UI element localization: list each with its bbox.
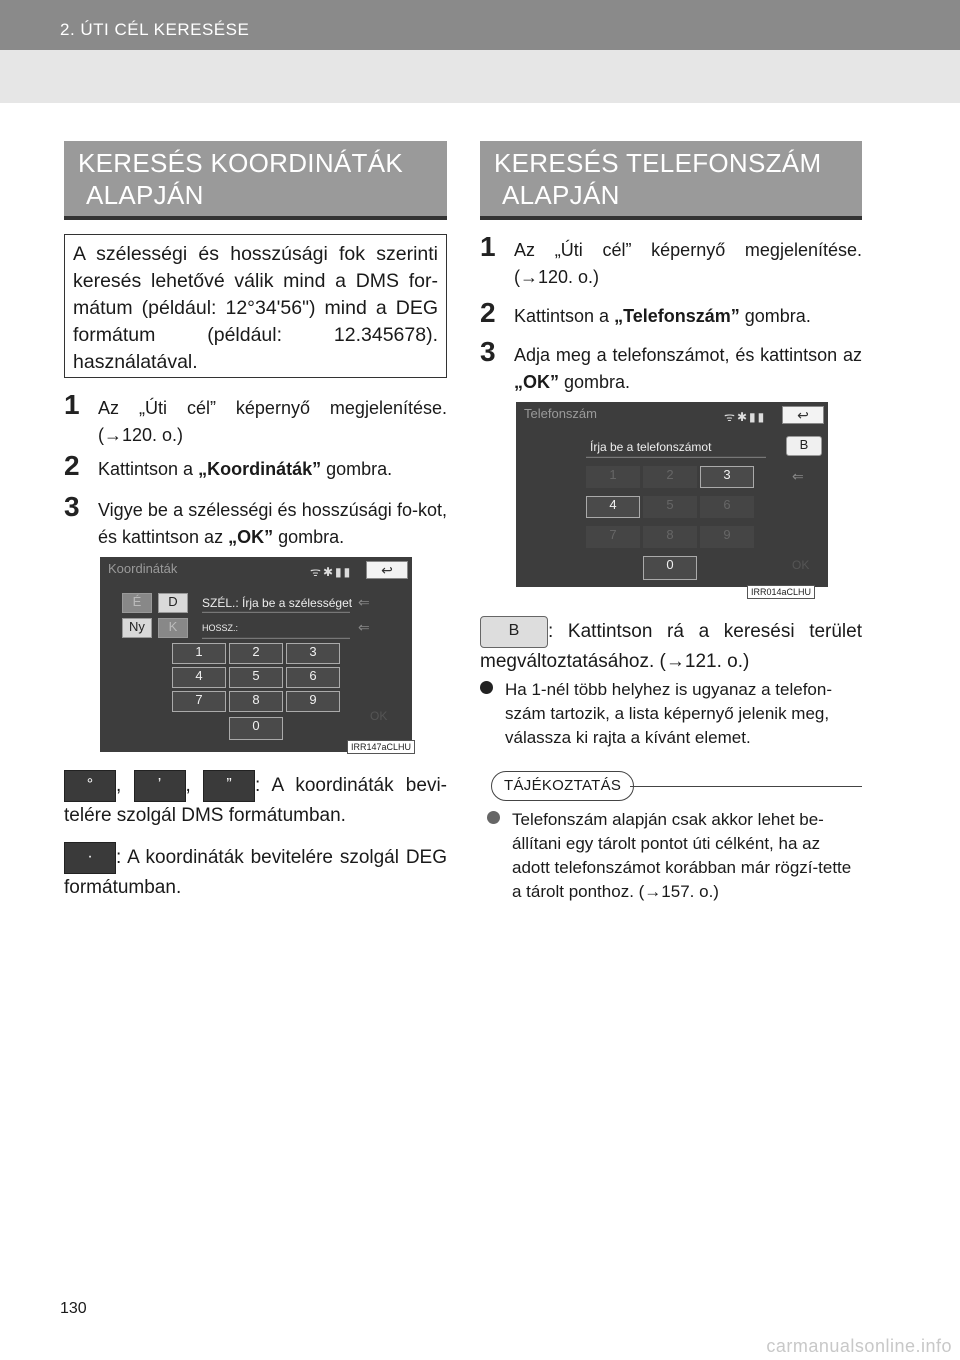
key-6[interactable]: 6 [286, 667, 340, 688]
phone-prompt: Írja be a telefonszámot [590, 440, 712, 454]
ok-button[interactable]: OK [370, 709, 388, 723]
list-note [480, 678, 862, 750]
step-text: Kattintson a [514, 306, 615, 326]
info-divider [630, 786, 862, 787]
step-text-end: gombra. [739, 306, 811, 326]
second-key-icon: ” [203, 770, 255, 802]
key-0[interactable]: 0 [229, 717, 283, 740]
step-text: Kattintson a [98, 459, 199, 479]
step-text: Az „Úti cél” képernyő megjelenítése. (→120. o.) [98, 398, 447, 445]
latitude-label: SZÉL.: Írja be a szélességet [202, 596, 353, 610]
intro-box: A szélességi és hosszúsági fok szerinti keresés lehetővé válik mind a DMS for-mátum (például: 12°34'56") mind a DEG formátum (például: 12.345678). használatával. [64, 234, 447, 378]
key-8[interactable]: 8 [643, 526, 697, 548]
left-step-3 [64, 491, 447, 551]
section-heading-phone [480, 141, 862, 220]
dir-button-east[interactable]: K [158, 618, 188, 638]
backspace-icon[interactable]: ⇐ [358, 619, 370, 635]
image-code: IRR147aCLHU [347, 740, 415, 754]
right-step-2 [480, 297, 862, 330]
info-note [487, 808, 862, 904]
info-label: TÁJÉKOZTATÁS [491, 771, 634, 801]
heading-line-1: KERESÉS KOORDINÁTÁK [78, 148, 403, 178]
longitude-label: HOSSZ.: [202, 623, 239, 633]
key-2[interactable]: 2 [643, 466, 697, 488]
icon-separator: , [185, 775, 191, 797]
heading-line-1: KERESÉS TELEFONSZÁM [494, 148, 822, 178]
backspace-icon[interactable]: ⇐ [792, 468, 804, 484]
b-note [480, 616, 862, 675]
image-code: IRR014aCLHU [747, 585, 815, 599]
key-8[interactable]: 8 [229, 691, 283, 712]
back-button[interactable]: ↩ [782, 406, 824, 424]
dir-button-north[interactable]: É [122, 593, 152, 613]
right-step-1 [480, 231, 862, 291]
heading-line-2: ALAPJÁN [502, 180, 620, 210]
coordinates-screen [100, 557, 412, 752]
latitude-field[interactable] [202, 611, 350, 613]
heading-line-2: ALAPJÁN [86, 180, 204, 210]
key-1[interactable]: 1 [586, 466, 640, 488]
step-number: 1 [480, 231, 496, 262]
info-text: Telefonszám alapján csak akkor lehet be-állítani egy tárolt pontot úti célként, ha az adott telefonszámot korábban már rögzí-tette a tárolt ponthoz. (→157. o.) [512, 810, 852, 901]
ok-button[interactable]: OK [792, 558, 810, 572]
step-bold-label: „Koordináták” [198, 459, 322, 479]
minute-key-icon: ’ [134, 770, 186, 802]
step-number: 2 [64, 450, 80, 481]
header-band [0, 50, 960, 103]
step-number: 3 [64, 491, 80, 522]
step-text: Adja meg a telefonszámot, és kattintson az [514, 345, 862, 365]
chapter-title: 2. ÚTI CÉL KERESÉSE [60, 20, 250, 39]
step-number: 1 [64, 389, 80, 420]
deg-note [64, 842, 447, 901]
status-icons: ᯤ✱▮▮ [724, 410, 767, 424]
left-step-2 [64, 450, 447, 483]
key-4[interactable]: 4 [172, 667, 226, 688]
key-5[interactable]: 5 [643, 496, 697, 518]
key-9[interactable]: 9 [700, 526, 754, 548]
screen-title: Telefonszám [524, 406, 597, 421]
key-7[interactable]: 7 [586, 526, 640, 548]
area-b-button-icon: B [480, 616, 548, 648]
key-6[interactable]: 6 [700, 496, 754, 518]
step-bold-label: „OK” [228, 527, 274, 547]
dms-note [64, 770, 447, 829]
key-3[interactable]: 3 [700, 466, 754, 488]
left-step-1 [64, 389, 447, 449]
key-0[interactable]: 0 [643, 556, 697, 580]
watermark: carmanualsonline.info [766, 1336, 952, 1356]
screen-title: Koordináták [108, 561, 178, 576]
b-note-text: : Kattintson rá a keresési terület megváltoztatásához. (→121. o.) [480, 621, 862, 672]
key-2[interactable]: 2 [229, 643, 283, 664]
dms-note-text: : A koordináták bevi-telére szolgál DMS formátumban. [64, 775, 447, 826]
longitude-field[interactable] [202, 637, 350, 639]
dir-button-south[interactable]: D [158, 593, 188, 613]
status-icons: ᯤ✱▮▮ [310, 565, 353, 579]
phone-screen [516, 402, 828, 587]
section-heading-coordinates [64, 141, 447, 220]
bullet-text: Ha 1-nél több helyhez is ugyanaz a telefon-szám tartozik, a lista képernyő jelenik meg, válassza ki rajta a kívánt elemet. [505, 680, 832, 747]
key-9[interactable]: 9 [286, 691, 340, 712]
bullet-dot [487, 811, 500, 824]
backspace-icon[interactable]: ⇐ [358, 594, 370, 610]
degree-key-icon: ° [64, 770, 116, 802]
step-bold-label: „OK” [514, 372, 559, 392]
deg-note-text: : A koordináták bevitelére szolgál DEG formátumban. [64, 847, 447, 898]
key-5[interactable]: 5 [229, 667, 283, 688]
step-text-end: gombra. [273, 527, 345, 547]
right-step-3 [480, 336, 862, 396]
area-b-button[interactable]: B [786, 436, 822, 456]
key-1[interactable]: 1 [172, 643, 226, 664]
step-text: Az „Úti cél” képernyő megjelenítése. (→120. o.) [514, 240, 862, 287]
decimal-point-key-icon: · [64, 842, 116, 874]
key-3[interactable]: 3 [286, 643, 340, 664]
bullet-dot [480, 681, 493, 694]
step-text: Vigye be a szélességi és hosszúsági fo-kot, és kattintson az [98, 500, 447, 547]
dir-button-west[interactable]: Ny [122, 618, 152, 638]
icon-separator: , [116, 775, 122, 797]
phone-field[interactable] [586, 456, 766, 458]
step-text-end: gombra. [559, 372, 631, 392]
step-number: 2 [480, 297, 496, 328]
step-bold-label: „Telefonszám” [614, 306, 740, 326]
key-4[interactable]: 4 [586, 496, 640, 518]
key-7[interactable]: 7 [172, 691, 226, 712]
page-number: 130 [60, 1300, 87, 1317]
back-button[interactable]: ↩ [366, 561, 408, 579]
step-text-end: gombra. [321, 459, 393, 479]
step-number: 3 [480, 336, 496, 367]
